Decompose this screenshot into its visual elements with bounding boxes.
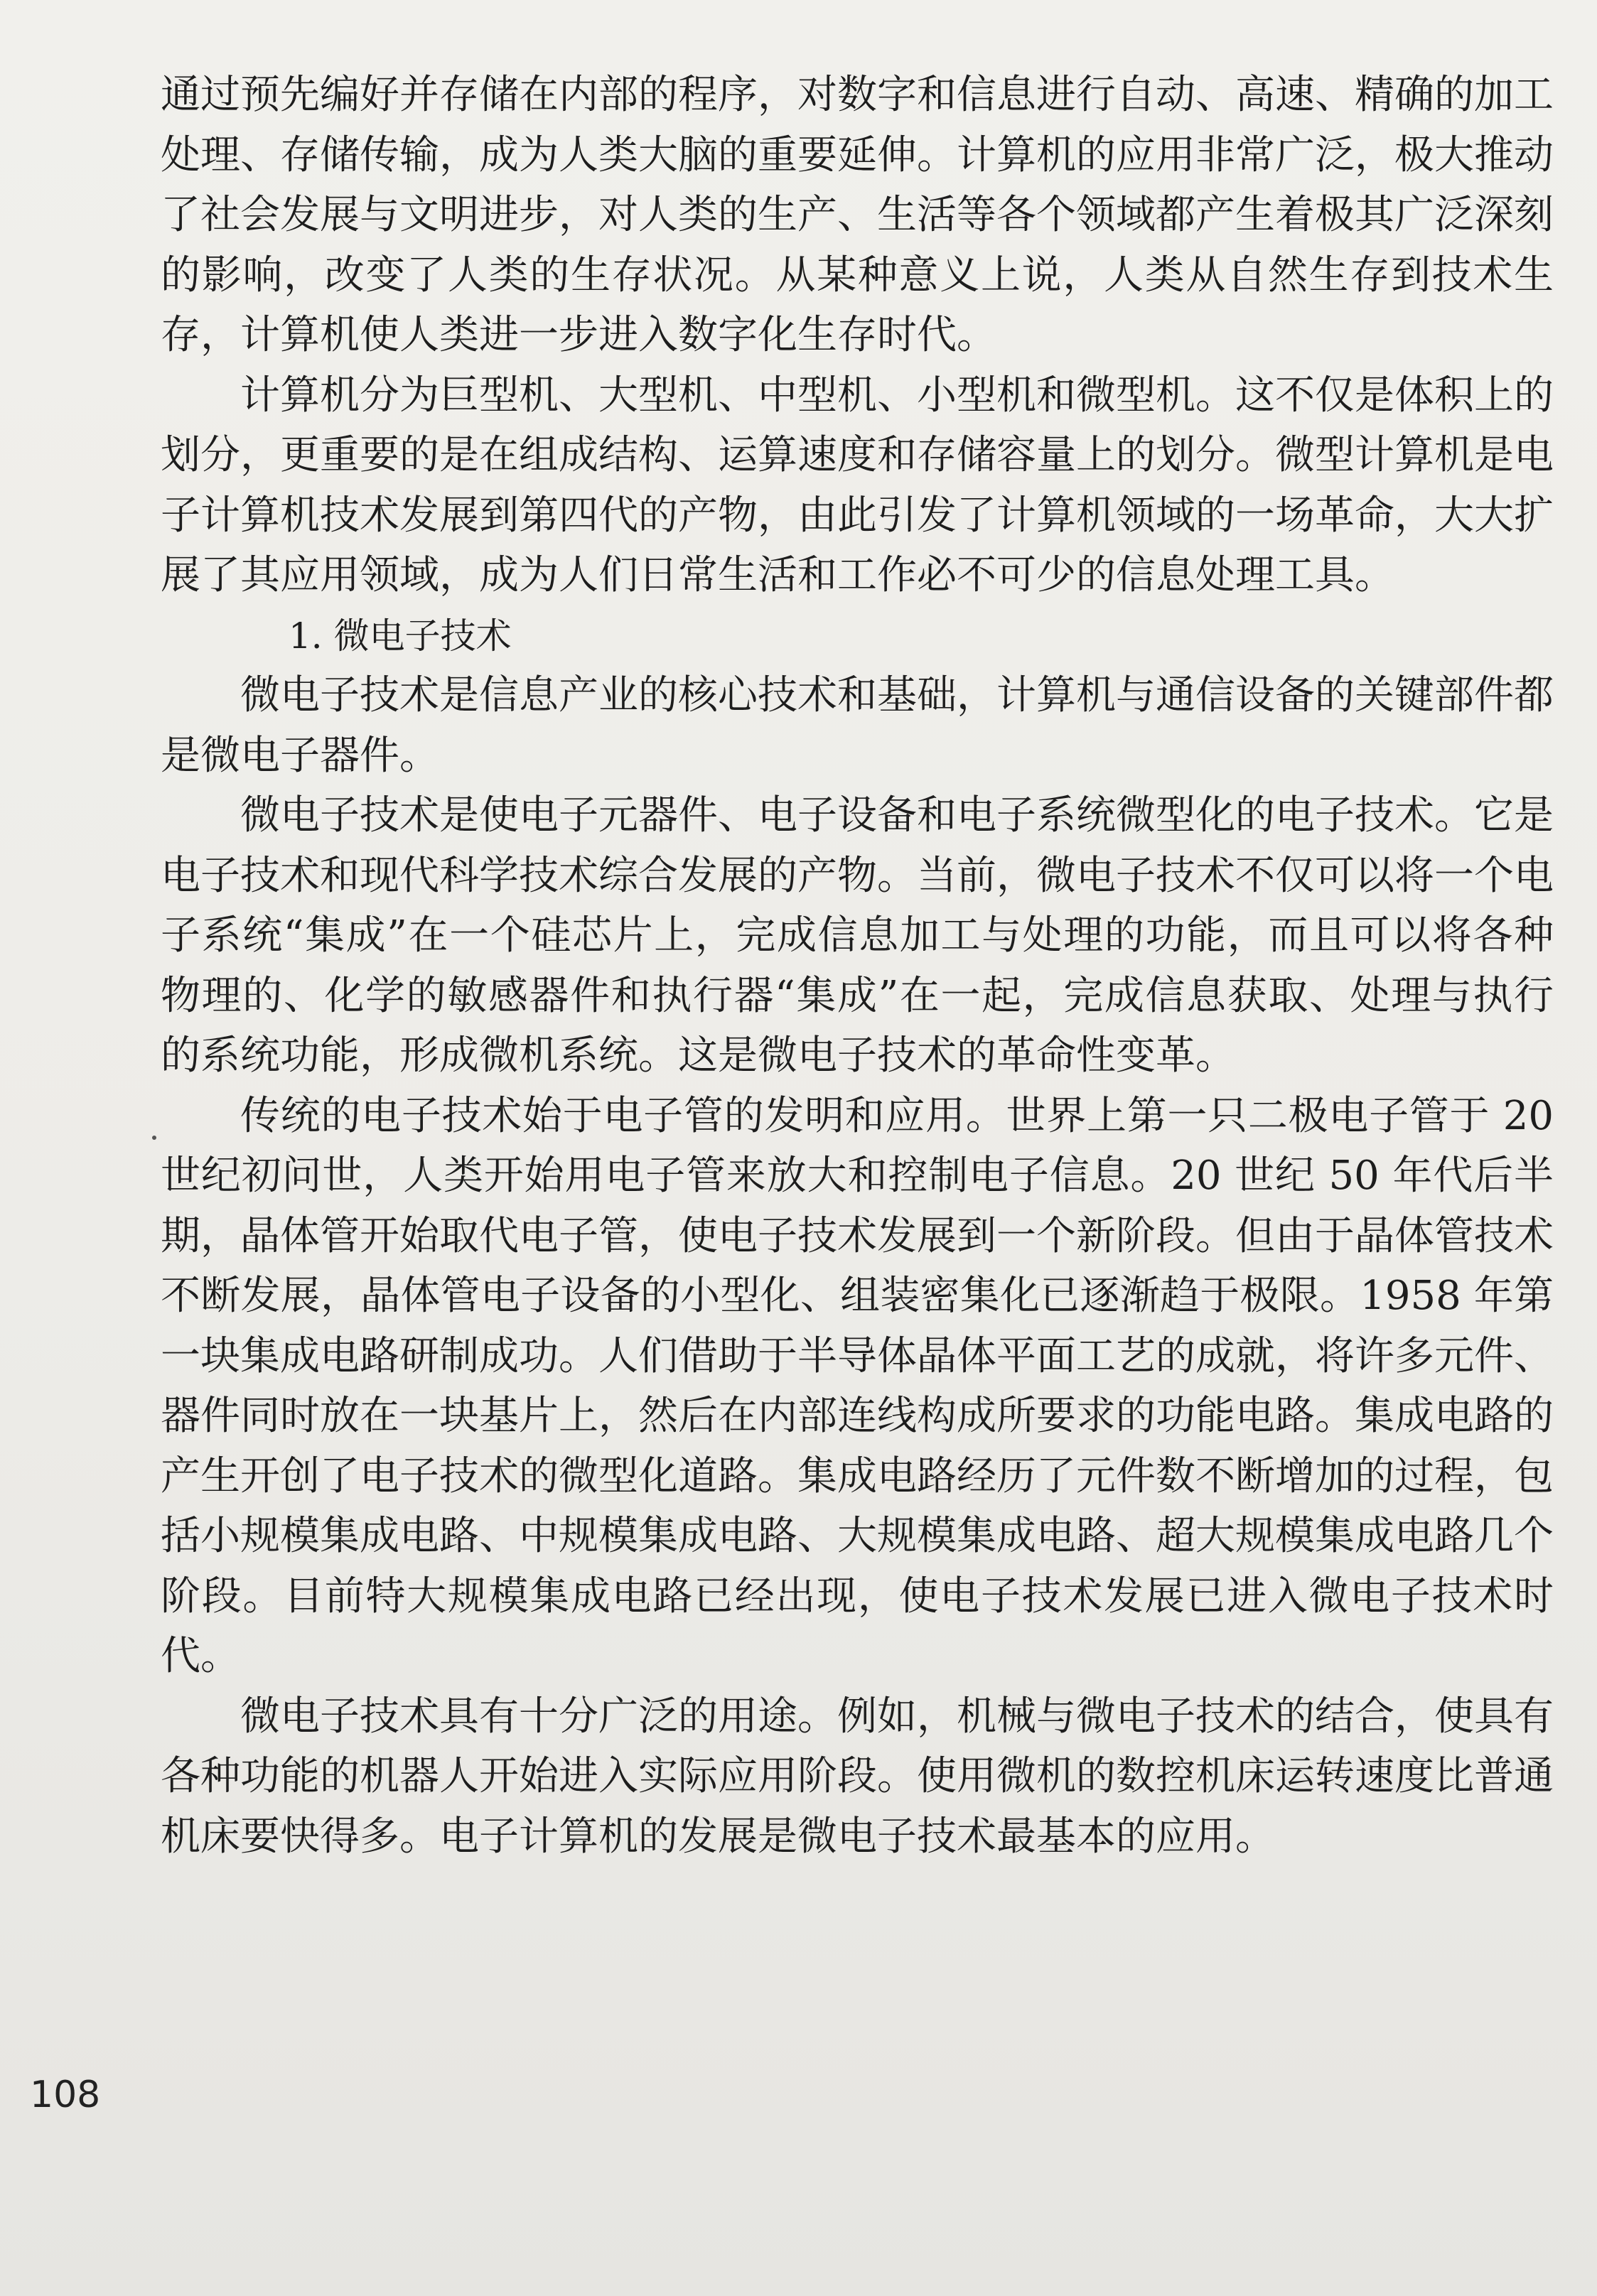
paragraph-continuation: 通过预先编好并存储在内部的程序，对数字和信息进行自动、高速、精确的加工处理、存储传输，成为人类大脑的重要延伸。计算机的应用非常广泛，极大推动了社会发展与文明进步，对人类的生产、生活等各个领域都产生着极其广泛深刻的影响，改变了人类的生存状况。从某种意义上说，人类从自然生存到技术生存，计算机使人类进一步进入数字化生存时代。 bbox=[161, 72, 1554, 358]
paragraph-applications: 微电子技术具有十分广泛的用途。例如，机械与微电子技术的结合，使具有各种功能的机器人开始进入实际应用阶段。使用微机的数控机床运转速度比普通机床要快得多。电子计算机的发展是微电子技术最基本的应用。 bbox=[161, 1693, 1554, 1860]
body-text bbox=[161, 65, 1554, 1867]
paragraph-history: 传统的电子技术始于电子管的发明和应用。世界上第一只二极电子管于 20 世纪初问世，人类开始用电子管来放大和控制电子信息。20 世纪 50 年代后半期，晶体管开始取代电子管，使电子技术发展到一个新阶段。但由于晶体管技术不断发展，晶体管电子设备的小型化、组装密集化已逐渐趋于极限。1958 年第一块集成电路研制成功。人们借助于半导体晶体平面工艺的成就，将许多元件、器件同时放在一块基片上，然后在内部连线构成所要求的功能电路。集成电路的产生开创了电子技术的微型化道路。集成电路经历了元件数不断增加的过程，包括小规模集成电路、中规模集成电路、大规模集成电路、超大规模集成电路几个阶段。目前特大规模集成电路已经出现，使电子技术发展已进入微电子技术时代。 bbox=[161, 1092, 1554, 1679]
section-heading-microelectronics: 1. 微电子技术 bbox=[289, 615, 512, 657]
paragraph-computer-types: 计算机分为巨型机、大型机、中型机、小型机和微型机。这不仅是体积上的划分，更重要的是在组成结构、运算速度和存储容量上的划分。微型计算机是电子计算机技术发展到第四代的产物，由此引发了计算机领域的一场革命，大大扩展了其应用领域，成为人们日常生活和工作必不可少的信息处理工具。 bbox=[161, 372, 1554, 598]
page-number: 108 bbox=[30, 2074, 101, 2116]
paragraph-core-technology: 微电子技术是信息产业的核心技术和基础，计算机与通信设备的关键部件都是微电子器件。 bbox=[161, 672, 1554, 779]
paragraph-definition: 微电子技术是使电子元器件、电子设备和电子系统微型化的电子技术。它是电子技术和现代科学技术综合发展的产物。当前，微电子技术不仅可以将一个电子系统“集成”在一个硅芯片上，完成信息加工与处理的功能，而且可以将各种物理的、化学的敏感器件和执行器“集成”在一起，完成信息获取、处理与执行的系统功能，形成微机系统。这是微电子技术的革命性变革。 bbox=[161, 792, 1554, 1079]
ink-dot bbox=[152, 1136, 156, 1140]
